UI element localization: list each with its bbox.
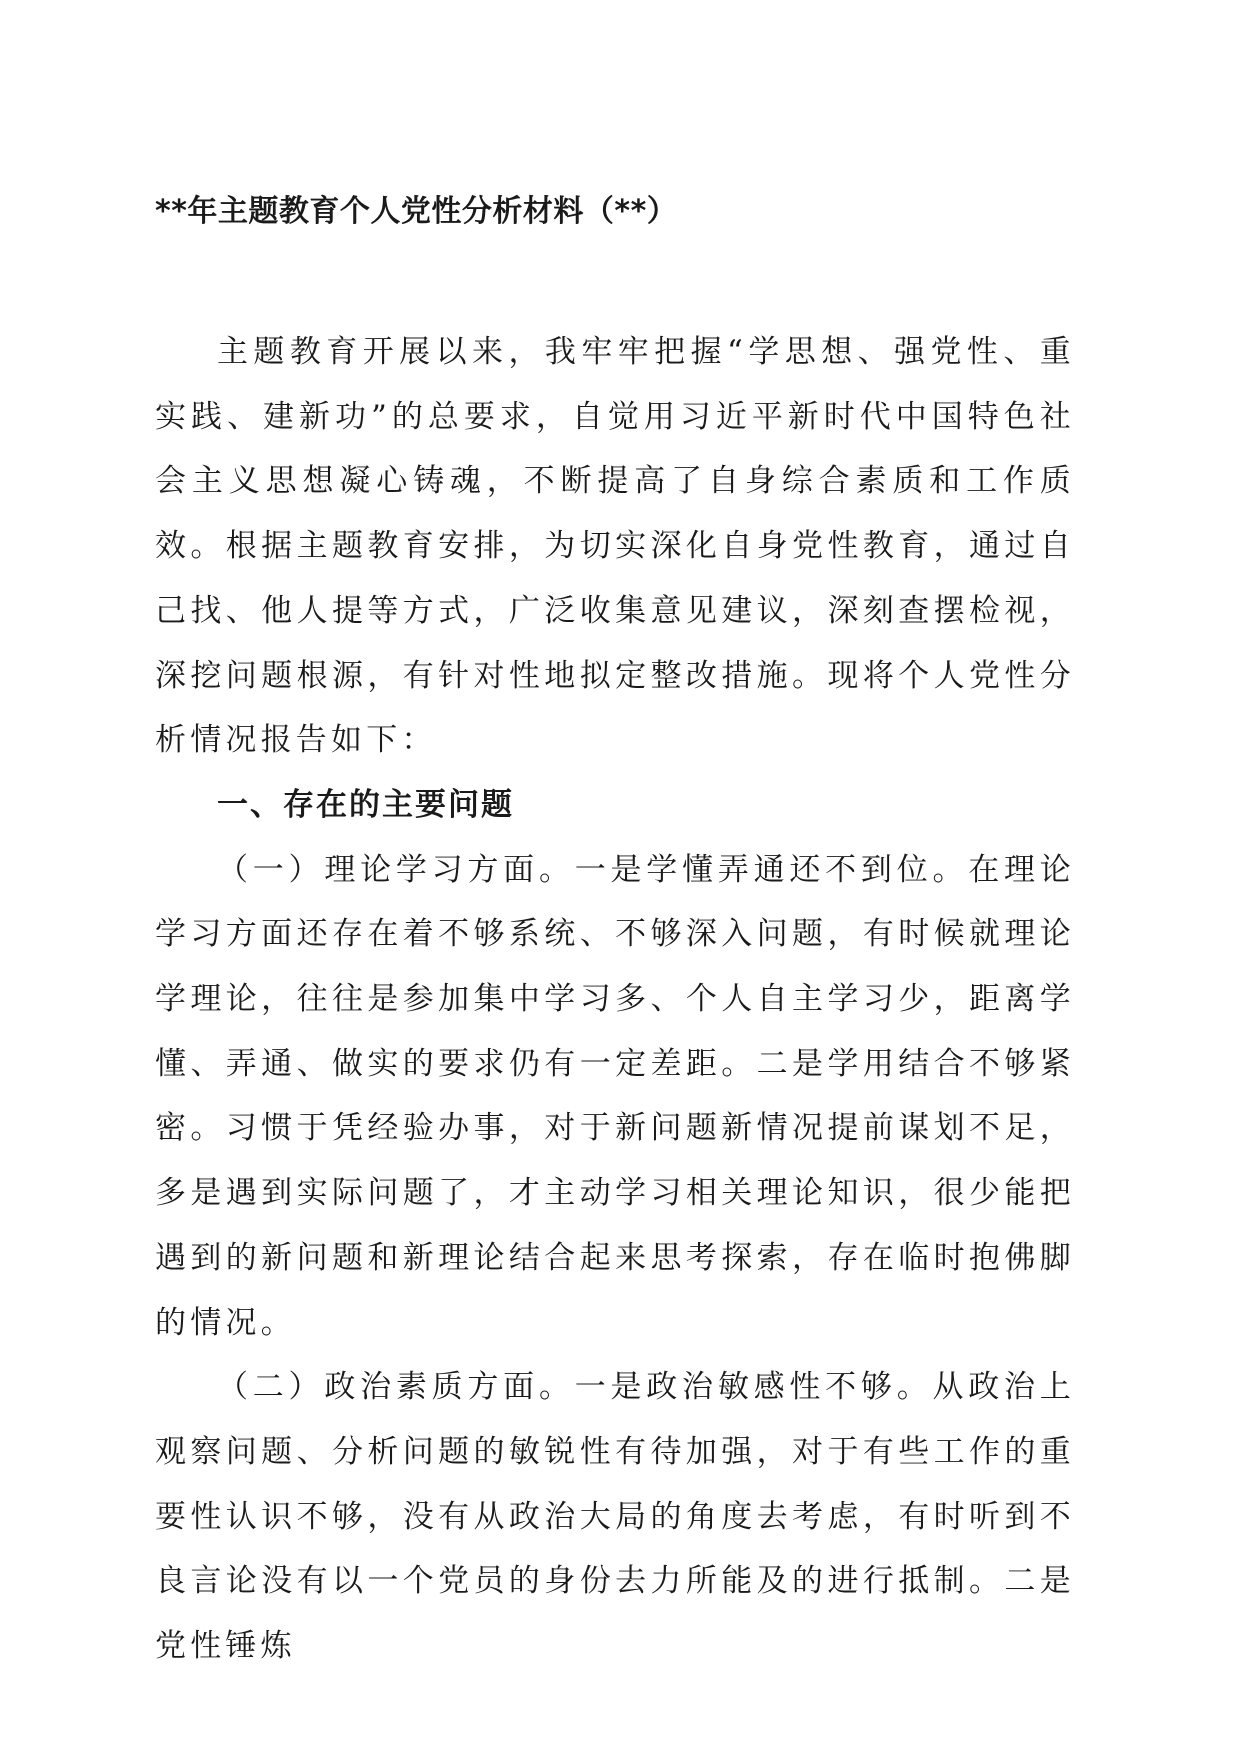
- subsection-political-quality: （二）政治素质方面。一是政治敏感性不够。从政治上观察问题、分析问题的敏锐性有待加强，对于有些工作的重要性认识不够，没有从政治大局的角度去考虑，有时听到不良言论没有以一个党员的身份去力所能及的进行抵制。二是党性锤炼: [155, 1369, 1075, 1665]
- document-body: [155, 320, 1075, 1679]
- document-title: **年主题教育个人党性分析材料（**）: [155, 194, 678, 229]
- section-heading-main-problems: 一、存在的主要问题: [217, 786, 514, 823]
- subsection-theory-study: （一）理论学习方面。一是学懂弄通还不到位。在理论学习方面还存在着不够系统、不够深入问题，有时候就理论学理论，往往是参加集中学习多、个人自主学习少，距离学懂、弄通、做实的要求仍有一定差距。二是学用结合不够紧密。习惯于凭经验办事，对于新问题新情况提前谋划不足，多是遇到实际问题了，才主动学习相关理论知识，很少能把遇到的新问题和新理论结合起来思考探索，存在临时抱佛脚的情况。: [155, 851, 1075, 1341]
- intro-paragraph: 主题教育开展以来，我牢牢把握“学思想、强党性、重实践、建新功”的总要求，自觉用习近平新时代中国特色社会主义思想凝心铸魂，不断提高了自身综合素质和工作质效。根据主题教育安排，为切实深化自身党性教育，通过自己找、他人提等方式，广泛收集意见建议，深刻查摆检视，深挖问题根源，有针对性地拟定整改措施。现将个人党性分析情况报告如下：: [155, 334, 1075, 759]
